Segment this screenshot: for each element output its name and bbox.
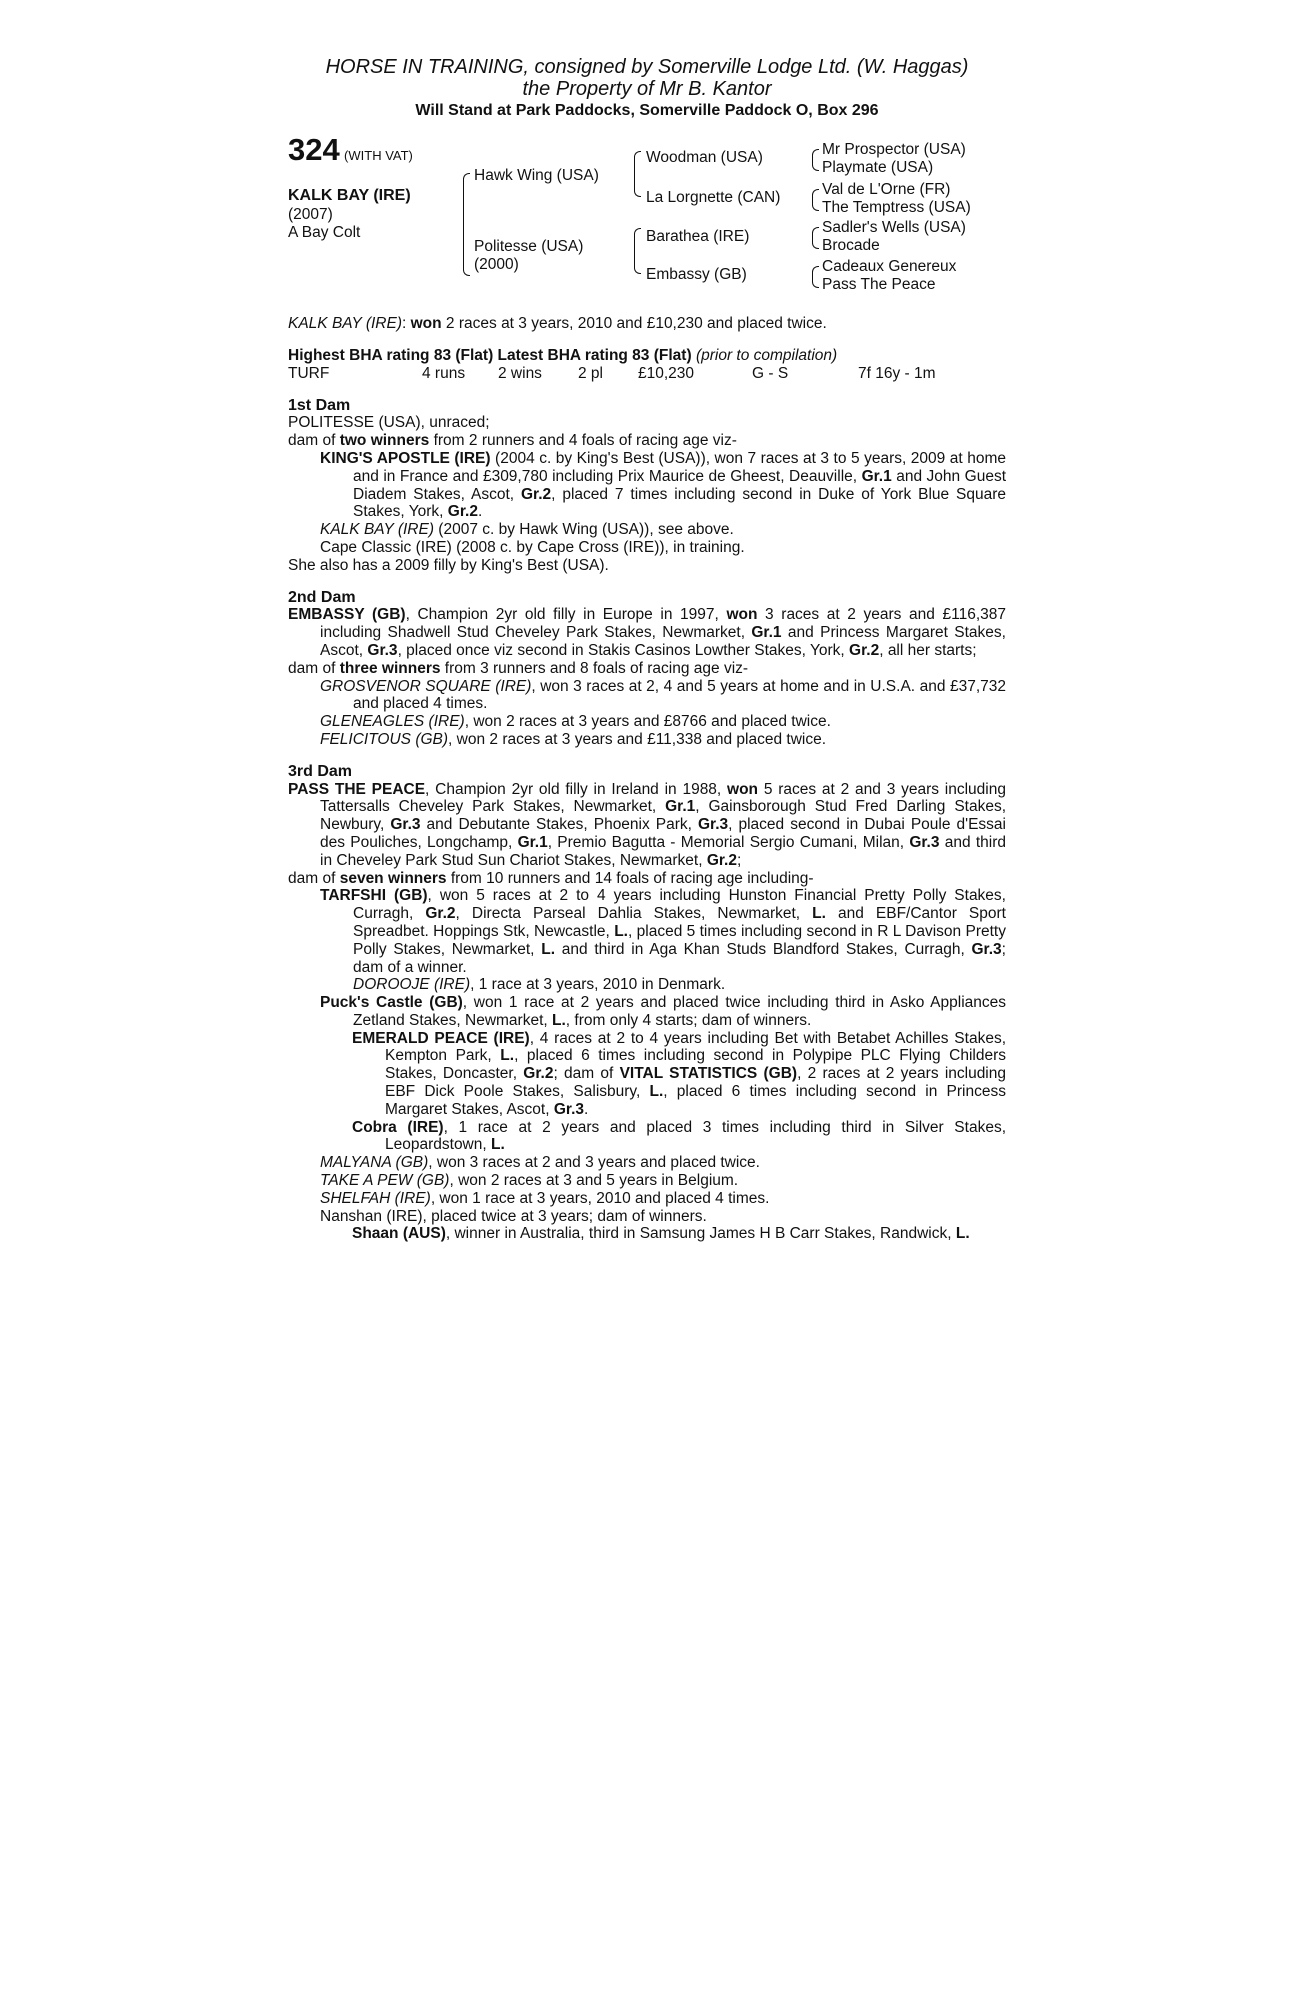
dam-sire: Barathea (IRE): [646, 228, 750, 245]
third-dam-produce: [288, 870, 1006, 888]
t: and EBF/Cantor Sport Spreadbet. Hoppings Stk, Newcastle,: [353, 905, 1006, 940]
pucks-castle-entry: [288, 994, 1006, 1030]
t: ; dam of: [553, 1065, 620, 1083]
dam-name: PASS THE PEACE: [288, 780, 426, 798]
t: , placed 6 times including second in Polypipe PLC Flying Childers Stakes, Doncaster,: [385, 1047, 1006, 1083]
t: from 10 runners and 14 foals of racing age including-: [446, 869, 814, 887]
progeny-name: TAKE A PEW (GB): [320, 1172, 450, 1190]
record-placed: 2 pl: [578, 364, 603, 382]
t: , won 3 races at 2 and 3 years and placed twice.: [428, 1154, 760, 1172]
grade: Gr.2: [520, 485, 552, 503]
progeny-name: KING'S APOSTLE (IRE): [320, 449, 491, 467]
winners-count: seven winners: [339, 869, 447, 887]
grade: Gr.3: [367, 641, 398, 659]
first-dam-produce: [288, 432, 1006, 450]
kalk-bay-entry: [288, 521, 1006, 539]
listed: L.: [955, 1225, 970, 1243]
t: and third in Cheveley Park Stud Sun Chariot Stakes, Newmarket,: [320, 833, 1006, 869]
nanshan-entry: Nanshan (IRE), placed twice at 3 years; dam of winners.: [320, 1207, 707, 1225]
t: , won 1 race at 3 years, 2010 and placed 4 times.: [430, 1189, 770, 1207]
third-dam-section: [288, 763, 1006, 1244]
record-runs: 4 runs: [422, 364, 466, 382]
t: dam of: [288, 432, 340, 450]
location-line: Will Stand at Park Paddocks, Somerville Paddock O, Box 296: [415, 102, 879, 119]
take-a-pew-entry: [288, 1172, 1006, 1190]
winners-count: three winners: [339, 659, 441, 677]
grade: Gr.1: [751, 624, 782, 642]
t: , Gainsborough Stud Fred Darling Stakes, Newbury,: [320, 798, 1007, 834]
t: from 2 runners and 4 foals of racing age viz-: [429, 432, 737, 450]
t: .: [584, 1100, 589, 1118]
progeny-name: GROSVENOR SQUARE (IRE): [320, 677, 532, 695]
record-wins: 2 wins: [498, 364, 542, 382]
dam-name: EMBASSY (GB): [288, 606, 406, 624]
grade: Gr.1: [517, 833, 548, 851]
property-text: the Property of Mr B. Kantor: [522, 78, 772, 100]
horse-name: KALK BAY (IRE): [288, 187, 411, 204]
t: and Debutante Stakes, Phoenix Park,: [420, 816, 698, 834]
t: , won 2 races at 3 and 5 years in Belgium.: [449, 1172, 739, 1190]
t: , 4 races at 2 to 4 years including Bet with Betabet Achilles Stakes, Kempton Park,: [385, 1029, 1007, 1065]
rating-note: (prior to compilation): [695, 346, 838, 364]
brace-g3-1: [812, 149, 819, 171]
progeny-name: VITAL STATISTICS (GB): [619, 1065, 798, 1083]
brace-sire-parents: [634, 151, 641, 197]
record-surface: TURF: [288, 364, 330, 382]
progeny-name: EMERALD PEACE (IRE): [352, 1029, 530, 1047]
sire-name: Hawk Wing (USA): [474, 167, 599, 184]
brace-g3-3: [812, 227, 819, 249]
t: , won 5 races at 2 to 4 years including Hunston Financial Pretty Polly Stakes, Curragh,: [353, 887, 1006, 923]
lot-header: [288, 132, 413, 167]
t: , placed 5 times including second in R L Davison Pretty Polly Stakes, Newmarket,: [353, 922, 1006, 958]
lot-number: 324: [288, 132, 340, 167]
malyana-entry: [288, 1154, 1006, 1172]
second-dam-section: [288, 589, 1006, 749]
t: 5 races at 2 and 3 years including Tattersalls Cheveley Park Stakes, Newmarket,: [320, 780, 1006, 816]
t: , Directa Parseal Dahlia Stakes, Newmarket,: [455, 905, 813, 923]
horse-year: (2007): [288, 206, 333, 223]
record-distance: 7f 16y - 1m: [858, 364, 936, 382]
t: (2004 c. by King's Best (USA)), won 7 races at 3 to 5 years, 2009 at home and in France and £309,780 including Prix Maurice de Gheest, Deauville,: [353, 449, 1006, 485]
grade: Gr.3: [697, 816, 729, 834]
t: dam of: [288, 659, 340, 677]
brace-sire: [463, 173, 470, 224]
progeny-name: Shaan (AUS): [352, 1225, 446, 1243]
also-note: She also has a 2009 filly by King's Best (USA).: [288, 556, 609, 574]
grade: Gr.3: [971, 940, 1002, 958]
grade: Gr.3: [909, 833, 940, 851]
t: , won 2 races at 3 years and £11,338 and placed twice.: [448, 730, 827, 748]
t: dam of: [288, 869, 340, 887]
grade: Gr.2: [706, 851, 737, 869]
brace-g3-4: [812, 266, 819, 288]
shelfah-entry: [288, 1190, 1006, 1208]
dorooje-entry: [288, 976, 1006, 994]
t: from 3 runners and 8 foals of racing age viz-: [440, 659, 749, 677]
t: 3 races at 2 years and £116,387 including Shadwell Stud Cheveley Park Stakes, Newmarket,: [320, 606, 1007, 642]
t: , placed 7 times including second in Duke of York Blue Square Stakes, York,: [353, 485, 1006, 521]
cape-classic-entry: Cape Classic (IRE) (2008 c. by Cape Cross (IRE)), in training.: [320, 538, 745, 556]
first-dam-section: [288, 397, 1006, 575]
t: , 1 race at 3 years, 2010 in Denmark.: [470, 976, 726, 994]
dam-name: Politesse (USA): [474, 238, 584, 255]
listed: L.: [649, 1083, 664, 1101]
t: ;: [736, 851, 742, 869]
grade: Gr.2: [447, 503, 478, 521]
sire-sire: Woodman (USA): [646, 149, 763, 166]
rating-bold: Highest BHA rating 83 (Flat) Latest BHA rating 83 (Flat): [288, 346, 692, 364]
t: , won 1 race at 2 years and placed twice including third in Asko Appliances Zetland Stakes, Newmarket,: [353, 994, 1007, 1029]
pass-the-peace-entry: [288, 781, 1006, 870]
sire-dam: La Lorgnette (CAN): [646, 189, 781, 206]
grade: Gr.2: [523, 1065, 554, 1083]
t: , 1 race at 2 years and placed 3 times including third in Silver Stakes, Leopardstown,: [385, 1118, 1006, 1154]
brace-dam-parents: [634, 228, 641, 274]
listed: L.: [812, 905, 826, 923]
dds-name: Cadeaux Genereux: [822, 258, 957, 275]
t: ; dam of a winner.: [353, 940, 1006, 976]
progeny-name: DOROOJE (IRE): [353, 976, 471, 994]
sss-name: Mr Prospector (USA): [822, 141, 966, 158]
progeny-name: GLENEAGLES (IRE): [320, 713, 465, 731]
racing-record: [288, 365, 1006, 383]
t: , winner in Australia, third in Samsung James H B Carr Stakes, Randwick,: [445, 1225, 956, 1243]
t: , placed once viz second in Stakis Casinos Lowther Stakes, York,: [397, 641, 850, 659]
grade: Gr.1: [665, 798, 696, 816]
embassy-entry: [288, 606, 1006, 659]
t: , won 2 races at 3 years and £8766 and placed twice.: [464, 713, 831, 731]
grosvenor-entry: [288, 678, 1006, 714]
won: won: [726, 606, 758, 624]
progeny-name: FELICITOUS (GB): [320, 730, 449, 748]
record-prize: £10,230: [638, 364, 695, 382]
listed: L.: [614, 922, 628, 940]
rating-line: [288, 347, 1006, 365]
consignor-text: HORSE IN TRAINING, consigned by Somerville Lodge Ltd. (W. Haggas): [325, 56, 969, 78]
grade: Gr.3: [553, 1100, 585, 1118]
winners-count: two winners: [339, 432, 430, 450]
listed: L.: [552, 1011, 566, 1029]
sdd-name: The Temptress (USA): [822, 199, 971, 216]
grade: Gr.1: [861, 467, 892, 485]
t: (2007 c. by Hawk Wing (USA)), see above.: [434, 521, 734, 539]
sds-name: Val de L'Orne (FR): [822, 181, 951, 198]
grade: Gr.2: [425, 905, 456, 923]
t: and third in Aga Khan Studs Blandford Stakes, Curragh,: [555, 940, 972, 958]
t: , Champion 2yr old filly in Europe in 1997,: [405, 606, 727, 624]
t: , from only 4 starts; dam of winners.: [565, 1011, 812, 1029]
consignor-line: [288, 56, 1006, 78]
progeny-name: MALYANA (GB): [320, 1154, 429, 1172]
grade: Gr.3: [390, 816, 421, 834]
progeny-name: TARFSHI (GB): [320, 887, 428, 905]
summary-horse: KALK BAY (IRE): [288, 315, 402, 332]
record-going: G - S: [752, 364, 789, 382]
t: and Princess Margaret Stakes, Ascot,: [320, 624, 1006, 659]
dam-year: (2000): [474, 256, 519, 273]
ddd-name: Pass The Peace: [822, 276, 936, 293]
vat-label: (WITH VAT): [344, 148, 413, 163]
tarfshi-entry: [288, 887, 1006, 976]
t: , placed second in Dubai Poule d'Essai des Pouliches, Longchamp,: [320, 816, 1006, 851]
t: and John Guest Diadem Stakes, Ascot,: [353, 467, 1007, 503]
catalogue-page: [288, 56, 1006, 1243]
t: , all her starts;: [879, 641, 977, 659]
property-line: [288, 78, 1006, 100]
listed: L.: [541, 940, 556, 958]
progeny-name: Puck's Castle (GB): [320, 994, 463, 1012]
first-dam-name: POLITESSE (USA), unraced;: [288, 414, 490, 432]
pedigree-block: [288, 132, 1006, 301]
second-dam-produce: [288, 660, 1006, 678]
listed: L.: [500, 1047, 515, 1065]
brace-dam: [463, 223, 470, 276]
t: , Champion 2yr old filly in Ireland in 1988,: [425, 780, 728, 798]
dam-dam: Embassy (GB): [646, 266, 747, 283]
t: , won 3 races at 2, 4 and 5 years at home and in U.S.A. and £37,732 and placed 4 times.: [353, 677, 1006, 713]
third-dam-title: 3rd Dam: [288, 762, 353, 780]
summary-won: won: [410, 315, 442, 332]
t: .: [477, 503, 483, 521]
t: , 2 races at 2 years including EBF Dick Poole Stakes, Salisbury,: [385, 1065, 1006, 1101]
summary-text: 2 races at 3 years, 2010 and £10,230 and placed twice.: [441, 315, 827, 332]
ssd-name: Playmate (USA): [822, 159, 934, 176]
first-dam-title: 1st Dam: [288, 396, 351, 414]
cobra-entry: [288, 1119, 1006, 1155]
kings-apostle-entry: [288, 450, 1006, 521]
shaan-entry: [288, 1225, 1006, 1243]
dss-name: Sadler's Wells (USA): [822, 219, 966, 236]
progeny-name: Cobra (IRE): [352, 1118, 444, 1136]
progeny-name: SHELFAH (IRE): [320, 1189, 431, 1207]
progeny-name: KALK BAY (IRE): [320, 521, 434, 539]
felicitous-entry: [288, 731, 1006, 749]
second-dam-title: 2nd Dam: [288, 588, 356, 606]
grade: Gr.2: [849, 641, 880, 659]
dsd-name: Brocade: [822, 237, 880, 254]
gleneagles-entry: [288, 713, 1006, 731]
won: won: [727, 780, 759, 798]
horse-sex: A Bay Colt: [288, 224, 361, 241]
race-summary: KALK BAY (IRE): won 2 races at 3 years, 2010 and £10,230 and placed twice.: [288, 315, 827, 332]
t: , placed 6 times including second in Princess Margaret Stakes, Ascot,: [385, 1083, 1006, 1118]
emerald-peace-entry: [288, 1030, 1006, 1119]
t: , Premio Bagutta - Memorial Sergio Cumani, Milan,: [547, 833, 910, 851]
listed: L.: [491, 1136, 505, 1154]
brace-g3-2: [812, 189, 819, 211]
